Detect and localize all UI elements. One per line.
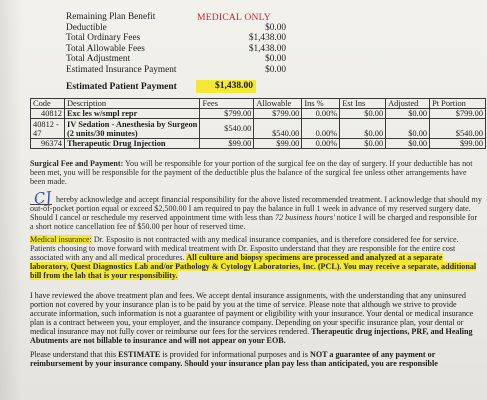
review-text: I have reviewed the above treatment plan and fees. We accept dental insurance assignments, with the understanding that any uninsured portion not covered by your insurance plan is to be paid by you at the time of service. Please note that although we strive to provide accurate information, such information is not a guarantee of payment or eligibility with your insurance. Your dental or medical insurance plan is a contract between you, your employer, and the insurance company. Depending on your specific insurance plan, your dental or medical insurance may not fully cover or reimburse our fees for the services rendered. <box>30 291 474 336</box>
cell-allowable: $99.00 <box>254 139 302 149</box>
cell-code: 40812 <box>31 109 65 119</box>
cell-adjusted: $0.00 <box>386 139 430 149</box>
cell-description: Exc les w/smpl repr <box>64 109 200 119</box>
estimated-patient-payment-label: Estimated Patient Payment <box>66 82 177 92</box>
summary-value: $1,438.00 <box>248 43 286 54</box>
col-allowable: Allowable <box>254 99 302 109</box>
cell-description: IV Sedation - Anesthesia by Surgeon (2 units/30 minutes) <box>64 119 200 139</box>
col-pt-portion: Pt Portion <box>430 99 486 109</box>
surgical-fee-paragraph <box>30 160 482 187</box>
surgical-fee-text: You will be responsible for your portion of the surgical fee on the day of surgery. If your deductible has not been met, you will be responsible for the payment of the deductible plus the balance of the surgical fee unless other arrangements have been made. <box>30 159 473 186</box>
cell-est-ins: $0.00 <box>340 109 386 119</box>
estimate-text-b: ESTIMATE <box>118 350 161 359</box>
cell-code: 40812 - 47 <box>31 119 65 139</box>
table-header-row <box>31 99 486 109</box>
cell-est-ins: $0.00 <box>340 119 386 139</box>
summary-label: Total Ordinary Fees <box>66 33 141 44</box>
col-code: Code <box>31 99 65 109</box>
cell-pt-portion: $799.00 <box>430 109 486 119</box>
medical-only-badge: MEDICAL ONLY <box>197 12 271 23</box>
page-shadow <box>0 0 22 400</box>
table-row <box>31 119 486 139</box>
summary-label: Total Allowable Fees <box>66 43 145 54</box>
review-paragraph <box>30 292 482 345</box>
summary-label: Remaining Plan Benefit <box>66 12 156 22</box>
acknowledgement-tail: notice I will be charged and responsible for a short notice cancellation fee of $50.00 per hour of reserved time. <box>30 212 478 231</box>
cell-est-ins: $0.00 <box>340 139 386 149</box>
cell-pt-portion: $540.00 <box>430 119 486 139</box>
cell-fees: $799.00 <box>200 109 254 119</box>
cell-ins-pct: 0.00% <box>302 119 340 139</box>
summary-row <box>66 44 286 55</box>
medical-insurance-heading: Medical insurance: <box>30 235 92 244</box>
acknowledgement-italic: 72 business hours' <box>275 212 335 222</box>
cell-code: 96374 <box>31 139 65 149</box>
cell-allowable: $799.00 <box>254 109 302 119</box>
acknowledgement-text: hereby acknowledge and accept financial responsibility for the above listed recommended treatment. I acknowledge that should my out-of-pocket portion equal or exceed $2,500.00 I am required to pay the balance in full 1 week in advance of my reserved surgery date. Should I cancel or reschedule my reserved appointment time with less than <box>30 195 482 222</box>
estimate-text-d: NOT a guarantee of any payment or reimbursement by your insurance company. Should your insurance plan pay less than anticipated, you are responsible <box>30 350 438 368</box>
summary-row <box>66 23 286 34</box>
table-row <box>31 109 486 119</box>
medical-insurance-text: Dr. Esposito is not contracted with any medical insurance companies, and is therefore considered fee for service. Patients choosing to move forward with medical treatment with Dr. Esposito understand that they are responsible for the entire cost associated with any and all medical procedures. <box>30 235 459 262</box>
medical-insurance-paragraph <box>30 236 482 281</box>
review-bold-text: Therapeutic drug injections, PRF, and Healing Abutments are not billable to insurance and will not appear on your EOB. <box>30 326 473 345</box>
summary-label: Estimated Insurance Payment <box>66 64 177 75</box>
summary-value: $1,438.00 <box>248 33 286 44</box>
estimate-text-a: Please understand that this <box>30 350 119 359</box>
estimate-paragraph <box>30 351 482 369</box>
lab-billing-highlight: All culture and biopsy specimens are processed and analyzed at a separate laboratory, Quest Diagnostics Lab and/or Pathology & Cytology Laboratories, Inc. (PCL). You may receive a separate, additional bill from the lab that is your responsibility. <box>30 252 477 280</box>
cell-pt-portion: $99.00 <box>430 139 486 149</box>
summary-value: $0.00 <box>265 22 286 33</box>
cell-adjusted: $0.00 <box>386 119 430 139</box>
summary-value: $0.00 <box>265 64 286 75</box>
summary-label: Deductible <box>66 22 107 33</box>
col-fees: Fees <box>200 99 254 109</box>
col-est-ins: Est Ins <box>340 99 386 109</box>
procedure-table <box>30 98 486 149</box>
summary-row <box>66 65 286 76</box>
summary-row <box>66 33 286 44</box>
table-row <box>31 139 486 149</box>
summary-row <box>66 54 286 65</box>
cell-fees: $99.00 <box>200 139 254 149</box>
acknowledgement-paragraph <box>30 196 482 232</box>
estimated-patient-payment-value: $1,438.00 <box>196 80 256 93</box>
col-adjusted: Adjusted <box>386 99 430 109</box>
summary-label: Total Adjustment <box>66 54 131 65</box>
col-ins-pct: Ins % <box>302 99 340 109</box>
cell-ins-pct: 0.00% <box>302 139 340 149</box>
cell-adjusted: $0.00 <box>386 109 430 119</box>
handwritten-initials: CJ <box>32 187 53 209</box>
surgical-fee-heading: Surgical Fee and Payment: <box>30 159 124 168</box>
cell-description: Therapeutic Drug Injection <box>64 139 200 149</box>
cell-allowable: $540.00 <box>254 119 302 139</box>
cell-fees: $540.00 <box>200 119 254 139</box>
estimate-text-c: is provided for informational purposes and is <box>160 350 310 359</box>
col-description: Description <box>64 99 200 109</box>
summary-value: $0.00 <box>265 54 286 65</box>
cell-ins-pct: 0.00% <box>302 109 340 119</box>
